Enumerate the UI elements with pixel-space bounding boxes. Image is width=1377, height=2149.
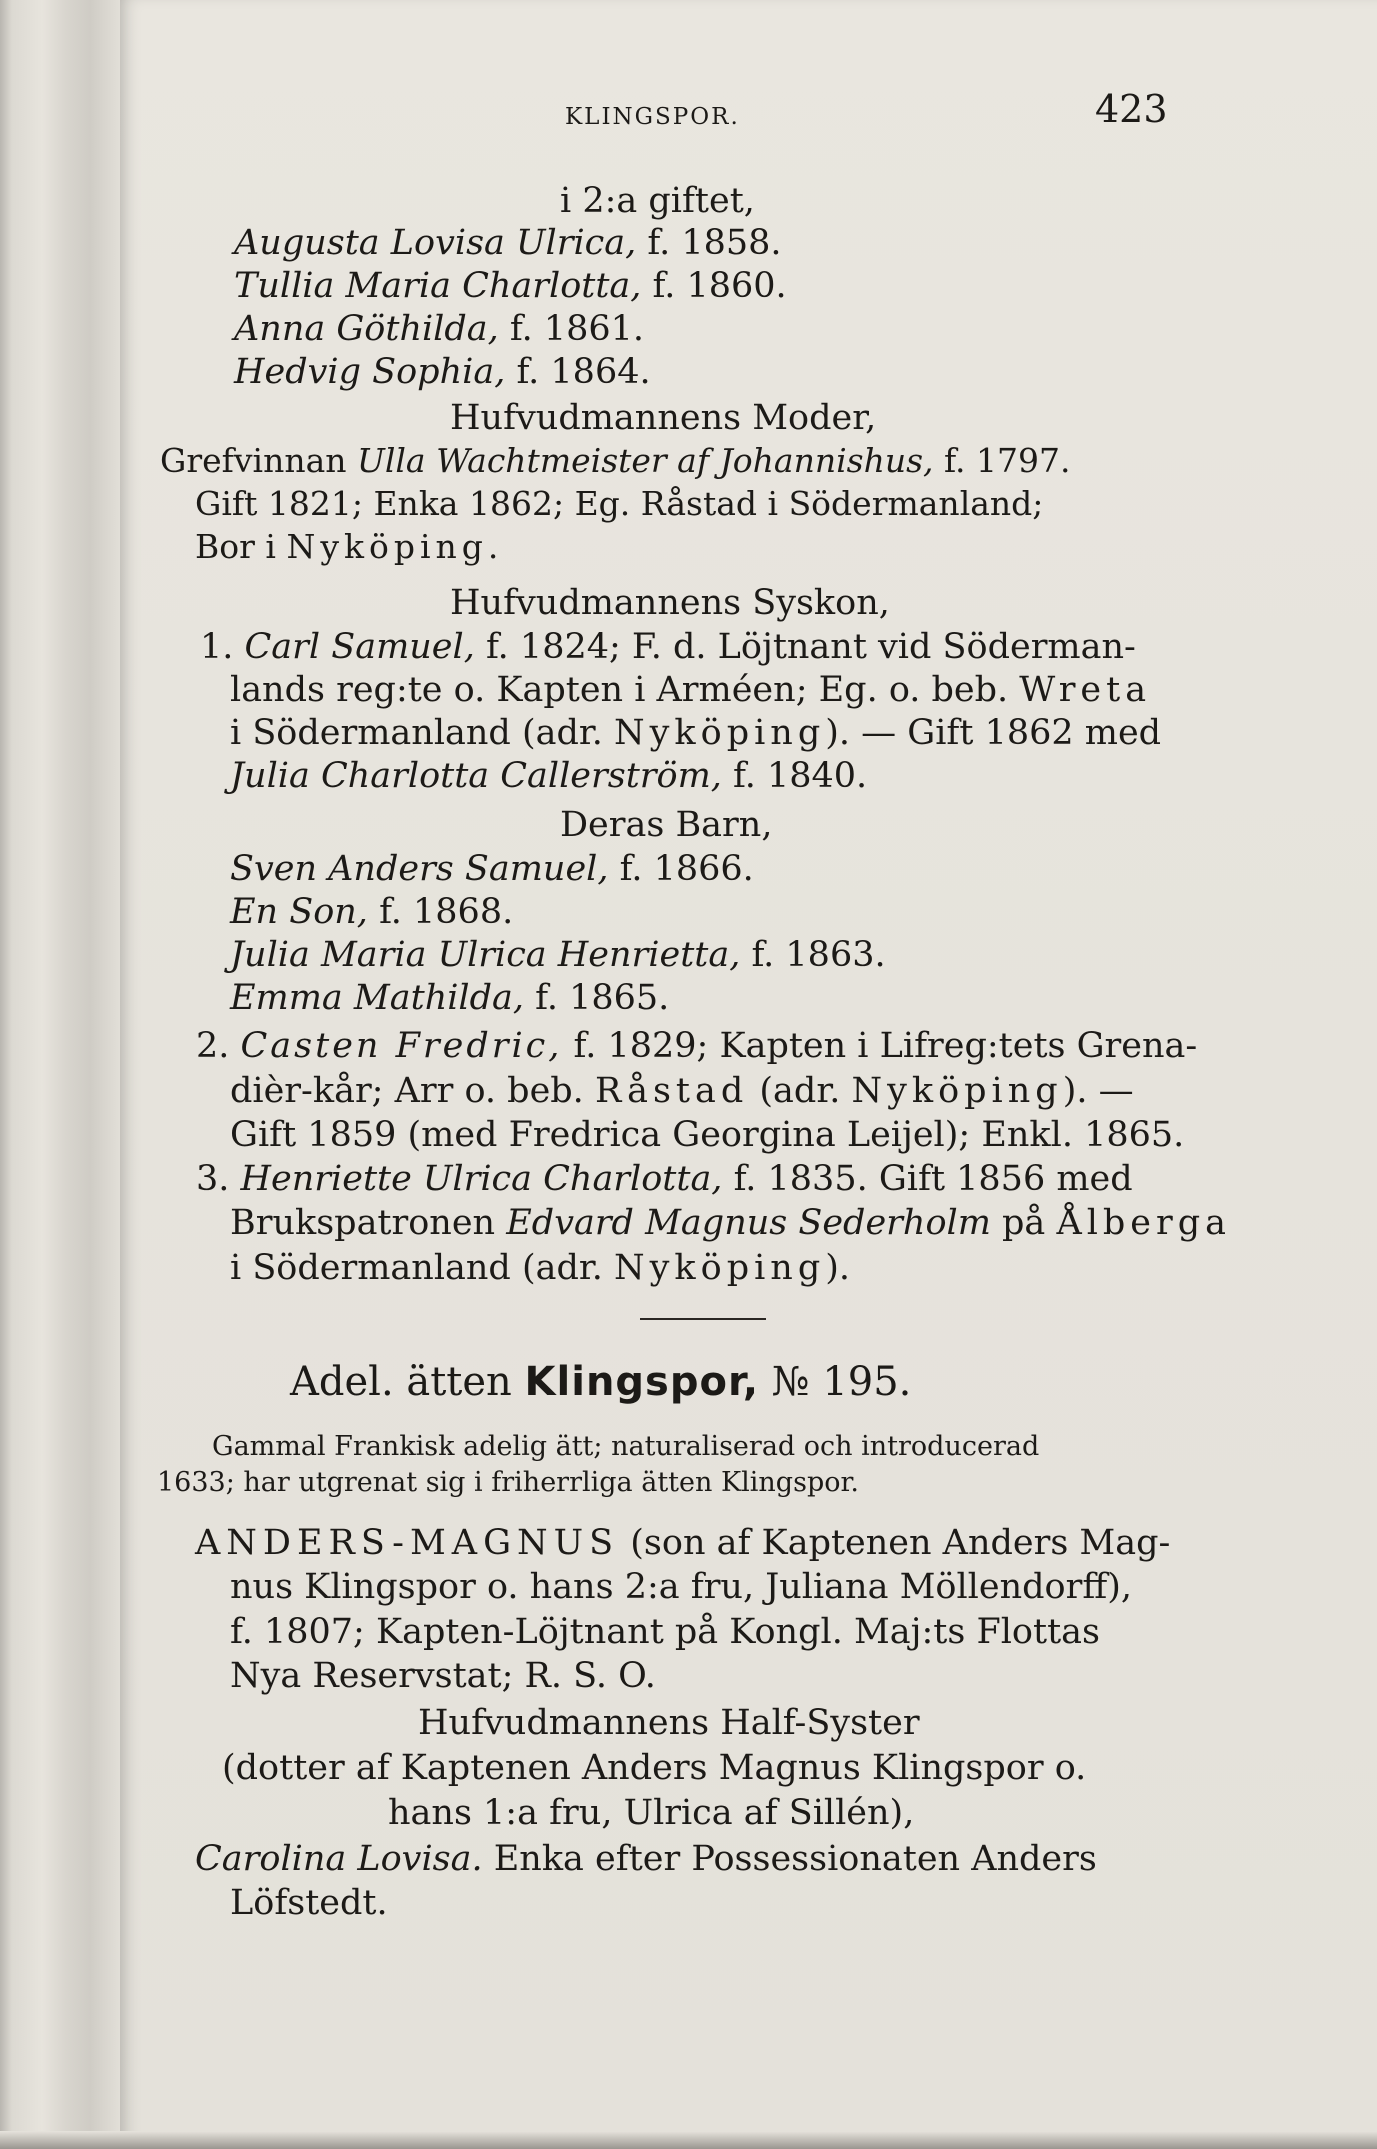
person-name: Casten Fredric, bbox=[240, 1026, 563, 1066]
text-line-18 bbox=[230, 934, 886, 976]
person-name: Hedvig Sophia, bbox=[234, 352, 506, 392]
person-name: Julia Charlotta Callerström, bbox=[230, 756, 722, 796]
birth-year: f. 1865. bbox=[524, 978, 670, 1018]
place-name: Wreta bbox=[1019, 670, 1152, 710]
text-line-14 bbox=[230, 755, 867, 797]
person-name: Julia Maria Ulrica Henrietta, bbox=[230, 935, 741, 975]
text-span: dièr-kår; Arr o. beb. bbox=[230, 1071, 595, 1111]
text-span: Enka efter Possessionaten Anders bbox=[482, 1839, 1097, 1879]
list-number: 1. bbox=[200, 627, 245, 667]
birth-year: f. 1860. bbox=[641, 266, 787, 306]
page-number: 423 bbox=[1095, 87, 1168, 131]
text-span: f. 1829; Kapten i Lifreg:tets Grena- bbox=[562, 1026, 1198, 1066]
place-name: Råstad bbox=[594, 1071, 749, 1111]
birth-year: f. 1858. bbox=[636, 223, 782, 263]
birth-year: f. 1868. bbox=[367, 892, 514, 932]
text-span: f. 1824; F. d. Löjtnant vid Söderman- bbox=[474, 627, 1136, 667]
text-line-19 bbox=[230, 977, 669, 1019]
family-title bbox=[290, 1358, 911, 1406]
birth-year: f. 1797. bbox=[933, 441, 1071, 480]
birth-year: f. 1840. bbox=[721, 756, 868, 796]
person-name: Carl Samuel, bbox=[244, 627, 475, 667]
text-span: (son af Kaptenen Anders Mag- bbox=[619, 1523, 1171, 1563]
book-spine-gutter bbox=[0, 0, 120, 2149]
text-line-7 bbox=[160, 440, 1071, 482]
head-name: ANDERS-MAGNUS bbox=[195, 1523, 620, 1563]
text-line-24 bbox=[230, 1202, 1231, 1244]
list-number: 3. bbox=[196, 1159, 241, 1199]
title-word: Grefvinnan bbox=[160, 441, 358, 480]
text-line-25 bbox=[230, 1247, 850, 1289]
text-line-23 bbox=[196, 1158, 1133, 1200]
person-name: Sven Anders Samuel, bbox=[230, 849, 609, 889]
birth-year: f. 1861. bbox=[498, 309, 645, 349]
family-description-line-2: 1633; har utgrenat sig i friherrliga ätten Klingspor. bbox=[157, 1467, 859, 1498]
person-name: Henriette Ulrica Charlotta, bbox=[240, 1159, 723, 1199]
family-name-blackletter: Klingspor, bbox=[524, 1359, 760, 1405]
person-name: Tullia Maria Charlotta, bbox=[234, 266, 642, 306]
text-line-5 bbox=[234, 351, 651, 393]
section-heading-moder: Hufvudmannens Moder, bbox=[450, 398, 877, 438]
text-line-11 bbox=[200, 626, 1136, 668]
birth-year: f. 1866. bbox=[608, 849, 754, 889]
person-name: Carolina Lovisa. bbox=[195, 1839, 483, 1879]
section-heading-half-syster: Hufvudmannens Half-Syster bbox=[418, 1703, 920, 1743]
person-name: Augusta Lovisa Ulrica, bbox=[234, 223, 637, 263]
text-line-29: Nya Reservstat; R. S. O. bbox=[230, 1656, 656, 1696]
person-name: Edvard Magnus Sederholm bbox=[506, 1203, 991, 1243]
text-span: (adr. bbox=[748, 1071, 852, 1111]
text-line-4 bbox=[234, 308, 644, 350]
text-line-33 bbox=[195, 1838, 1097, 1880]
text-line-20 bbox=[196, 1025, 1197, 1067]
text-line-12 bbox=[230, 669, 1151, 711]
place-name: Nyköping bbox=[614, 713, 826, 753]
text-span: i Södermanland (adr. bbox=[230, 1248, 615, 1288]
running-title: KLINGSPOR. bbox=[565, 104, 740, 130]
text-span: f. 1835. Gift 1856 med bbox=[722, 1159, 1133, 1199]
page-bottom-edge bbox=[0, 2131, 1377, 2149]
text-span: lands reg:te o. Kapten i Arméen; Eg. o. beb. bbox=[230, 670, 1020, 710]
text-span: Brukspatronen bbox=[230, 1203, 507, 1243]
person-name: En Son, bbox=[230, 892, 368, 932]
birth-year: f. 1864. bbox=[505, 352, 651, 392]
birth-year: f. 1863. bbox=[740, 935, 886, 975]
text-line-22: Gift 1859 (med Fredrica Georgina Leijel); Enkl. 1865. bbox=[230, 1115, 1185, 1155]
text-span: ). — Gift 1862 med bbox=[825, 713, 1162, 753]
text-span: i Södermanland (adr. bbox=[230, 713, 615, 753]
text-line-17 bbox=[230, 891, 513, 933]
text-line-3 bbox=[234, 265, 787, 307]
text-span: på bbox=[990, 1203, 1057, 1243]
list-number: 2. bbox=[196, 1026, 241, 1066]
section-heading-syskon: Hufvudmannens Syskon, bbox=[450, 583, 890, 623]
person-name: Ulla Wachtmeister af Johannishus, bbox=[357, 441, 934, 480]
person-name: Anna Göthilda, bbox=[234, 309, 499, 349]
text-line-31: (dotter af Kaptenen Anders Magnus Klingspor o. bbox=[222, 1748, 1087, 1788]
horizontal-divider bbox=[640, 1318, 766, 1320]
place-name: Nyköping bbox=[851, 1071, 1063, 1111]
text-line-13 bbox=[230, 712, 1161, 754]
text-line-26 bbox=[195, 1522, 1170, 1564]
text-line-27: nus Klingspor o. hans 2:a fru, Juliana Möllendorff), bbox=[230, 1567, 1132, 1607]
text-span: ). bbox=[825, 1248, 851, 1288]
text-line-2 bbox=[234, 222, 782, 264]
text-line-8: Gift 1821; Enka 1862; Eg. Råstad i Södermanland; bbox=[195, 484, 1044, 523]
place-name: Nyköping. bbox=[286, 527, 504, 566]
text-line-21 bbox=[230, 1070, 1134, 1112]
text-line-1: i 2:a giftet, bbox=[560, 181, 755, 221]
place-name: Ålberga bbox=[1056, 1203, 1232, 1243]
text-line-28: f. 1807; Kapten-Löjtnant på Kongl. Maj:ts Flottas bbox=[230, 1612, 1100, 1652]
person-name: Emma Mathilda, bbox=[230, 978, 525, 1018]
text-span: ). — bbox=[1062, 1071, 1134, 1111]
text-line-34: Löfstedt. bbox=[230, 1883, 388, 1923]
text-span: Bor i bbox=[195, 527, 287, 566]
title-text: Adel. ätten bbox=[290, 1359, 525, 1405]
family-description-line-1: Gammal Frankisk adelig ätt; naturaliserad och introducerad bbox=[212, 1431, 1040, 1462]
family-number: № 195. bbox=[759, 1359, 912, 1405]
place-name: Nyköping bbox=[614, 1248, 826, 1288]
text-line-16 bbox=[230, 848, 754, 890]
section-heading-barn: Deras Barn, bbox=[560, 805, 773, 845]
text-line-32: hans 1:a fru, Ulrica af Sillén), bbox=[388, 1793, 915, 1833]
text-line-9 bbox=[195, 526, 503, 568]
